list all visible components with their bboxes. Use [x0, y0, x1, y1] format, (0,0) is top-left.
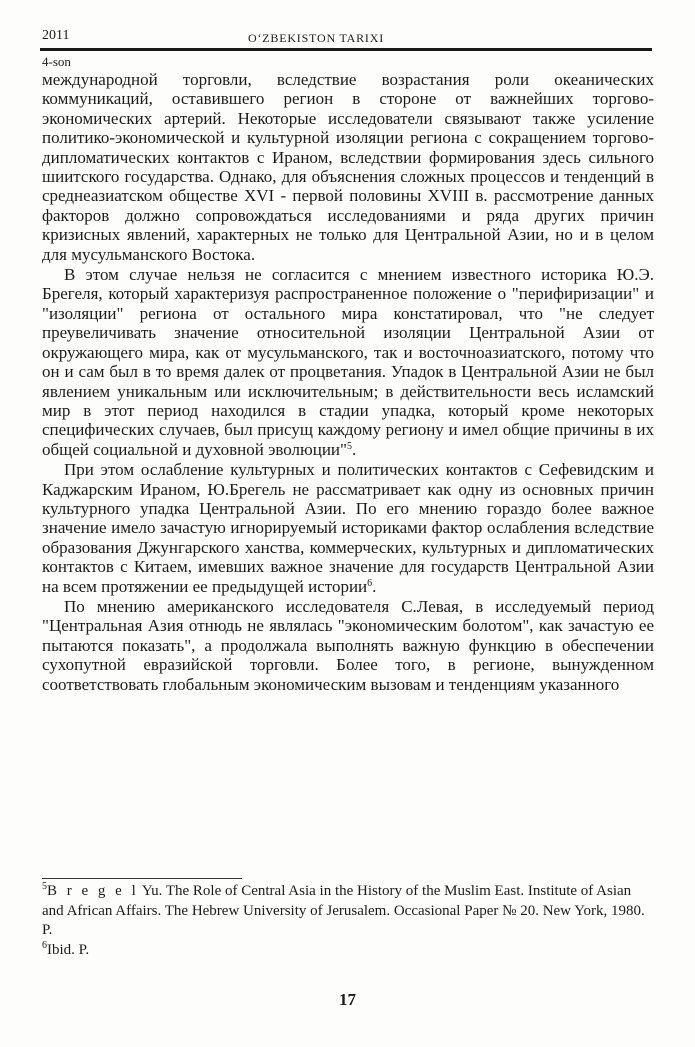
- footnotes: [42, 882, 654, 960]
- paragraph-continued: международной торговли, вследствие возрастания роли океанических коммуникаций, оставившего регион в стороне от важнейших торгово-экономических артерий. Некоторые исследователи связывают также усиление политико-экономической и культурной изоляции региона с сокращением торгово-дипломатических контактов с Ираном, вследствии формирования здесь сильного шиитского государства. Однако, для объяснения сложных процессов и тенденций в среднеазиатском обществе XVI - первой половины XVIII в. рассмотрение данных факторов должно сопровождаться исследованиями и ряда других причин кризисных явлений, характерных не только для Центральной Азии, но и в целом для мусульманского Востока.: [42, 70, 654, 264]
- issue-number: 4-son: [42, 54, 71, 69]
- footnote-text: Ibid. P.: [47, 941, 90, 958]
- journal-title: O‘ZBEKISTON TARIXI: [248, 31, 384, 45]
- footnote-separator: [42, 878, 242, 879]
- paragraph-iran-contacts: При этом ослабление культурных и политических контактов с Сефевидским и Каджарским Ираном, Ю.Брегель не рассматривает как одну из основных причин культурного упадка Центральной Азии. По его мнению гораздо более важное значение имело зачастую игнорируемый историками фактор ослабления вследствие образования Джунгарского ханства, коммерческих, культурных и дипломатических контактов с Китаем, имевших важное значение для государств Центральной Азии на всем протяжении ее предыдущей истории$^6$.: [42, 460, 654, 596]
- footnote-item: [42, 941, 654, 961]
- paragraph-text: В этом случае нельзя не согласится с мнением известного историка Ю.Э. Брегеля, который характеризуя распространенное положение о "перифиризации" и "изоляции" региона от остального мира констатировал, что "не следует преувеличивать значение относительной изоляции Центральной Азии от окружающего мира, как от мусульманского, так и восточноазиатского, потому что он и сам был в то время далек от процветания. Упадок в Центральной Азии не был явлением уникальным или исключительным; в действительности весь исламский мир в этот период находился в стадии упадка, который кроме некоторых специфических случаев, был присущ каждому региону и имел общие причины в их общей социальной и духовной эволюции": [42, 265, 654, 459]
- footnote-mark: 6: [42, 939, 47, 951]
- footnote-item: [42, 882, 654, 941]
- header-rule: [40, 48, 652, 51]
- paragraph-bregel-quote: В этом случае нельзя не согласится с мнением известного историка Ю.Э. Брегеля, который характеризуя распространенное положение о "перифиризации" и "изоляции" региона от остального мира констатировал, что "не следует преувеличивать значение относительной изоляции Центральной Азии от окружающего мира, как от мусульманского, так и восточноазиатского, потому что он и сам был в то время далек от процветания. Упадок в Центральной Азии не был явлением уникальным или исключительным; в действительности весь исламский мир в этот период находился в стадии упадка, который кроме некоторых специфических случаев, был присущ каждому региону и имел общие причины в их общей социальной и духовной эволюции"$^5$.: [42, 265, 654, 459]
- footnote-text: Yu. The Role of Central Asia in the History of the Muslim East. Institute of Asian and African Affairs. The Hebrew University of Jerusalem. Occasional Paper № 20. New York, 1980. P.: [42, 883, 645, 938]
- page-number: 17: [339, 990, 356, 1009]
- paragraph-text: При этом ослабление культурных и политических контактов с Сефевидским и Каджарским Ираном, Ю.Брегель не рассматривает как одну из основных причин культурного упадка Центральной Азии. По его мнению гораздо более важное значение имело зачастую игнорируемый историками фактор ослабления вследствие образования Джунгарского ханства, коммерческих, культурных и дипломатических контактов с Китаем, имевших важное значение для государств Центральной Азии на всем протяжении ее предыдущей истории: [42, 460, 654, 596]
- header-year: 2011: [42, 28, 70, 43]
- running-header: [40, 22, 652, 56]
- footnote-ref[interactable]: 6: [367, 577, 373, 589]
- article-body: [42, 70, 654, 694]
- footnote-ref[interactable]: 5: [346, 440, 352, 452]
- footnote-mark: 5: [42, 881, 47, 892]
- footnote-author: B r e g e l: [47, 883, 139, 899]
- paragraph-levi-opinion: По мнению американского исследователя С.Левая, в исследуемый период "Центральная Азия отнюдь не являлась "экономическим болотом", как зачастую ее пытаются показать", а продолжала выполнять важную функцию в обеспечении сухопутной евразийской торговли. Более того, в регионе, вынужденном соответствовать глобальным экономическим вызовам и тенденциям указанного: [42, 596, 654, 694]
